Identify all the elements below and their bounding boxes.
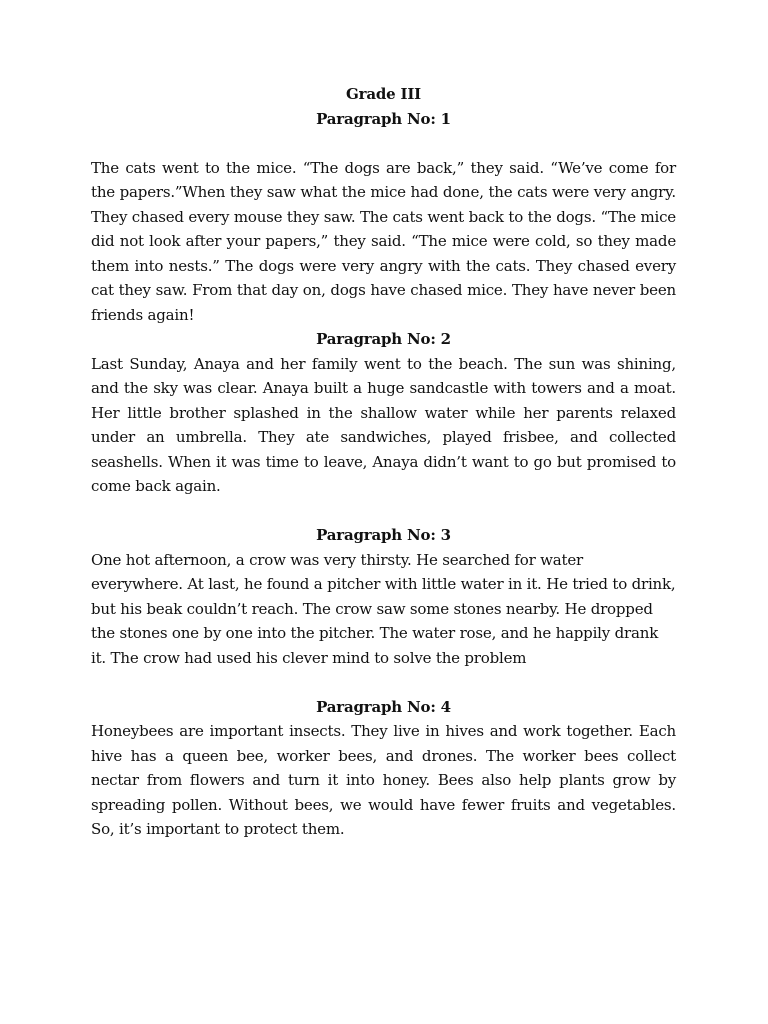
paragraph-4-text: Honeybees are important insects. They live in hives and work together. Each hive has a queen bee, worker bees, and drones. The worker bees collect nectar from flowers and turn it into honey. Bees also help plants grow by spreading pollen. Without bees, we would have fewer fruits and vegetables. So, it’s important to protect them. xyxy=(91,722,676,838)
spacer xyxy=(91,499,676,524)
spacer xyxy=(91,670,676,695)
grade-title: Grade III xyxy=(346,85,421,103)
paragraph-1-heading: Paragraph No: 1 xyxy=(316,109,451,128)
paragraph-4-heading: Paragraph No: 4 xyxy=(316,697,451,716)
paragraph-2-heading: Paragraph No: 2 xyxy=(316,330,451,348)
paragraph-3-heading: Paragraph No: 3 xyxy=(316,526,451,544)
paragraph-3-text: One hot afternoon, a crow was very thirsty. He searched for water everywhere. At last, he found a pitcher with little water in it. He tried to drink, but his beak couldn’t reach. The crow saw some stones nearby. He dropped the stones one by one into the pitcher. The water rose, and he happily drank it. The crow had used his clever mind to solve the problem xyxy=(91,550,676,667)
document-content xyxy=(91,82,676,842)
spacer xyxy=(91,131,676,156)
paragraph-1-text: The cats went to the mice. “The dogs are back,” they said. “We’ve come for the papers.”When they saw what the mice had done, the cats were very angry. They chased every mouse they saw. The cats went back to the dogs. “The mice did not look after your papers,” they said. “The mice were cold, so they made them into nests.” The dogs were very angry with the cats. They chased every cat they saw. From that day on, dogs have chased mice. They have never been friends again! xyxy=(91,158,676,324)
paragraph-2-text: Last Sunday, Anaya and her family went to the beach. The sun was shining, and the sky was clear. Anaya built a huge sandcastle with towers and a moat. Her little brother splashed in the shallow water while her parents relaxed under an umbrella. They ate sandwiches, played frisbee, and collected seashells. When it was time to leave, Anaya didn’t want to go but promised to come back again. xyxy=(91,354,676,495)
